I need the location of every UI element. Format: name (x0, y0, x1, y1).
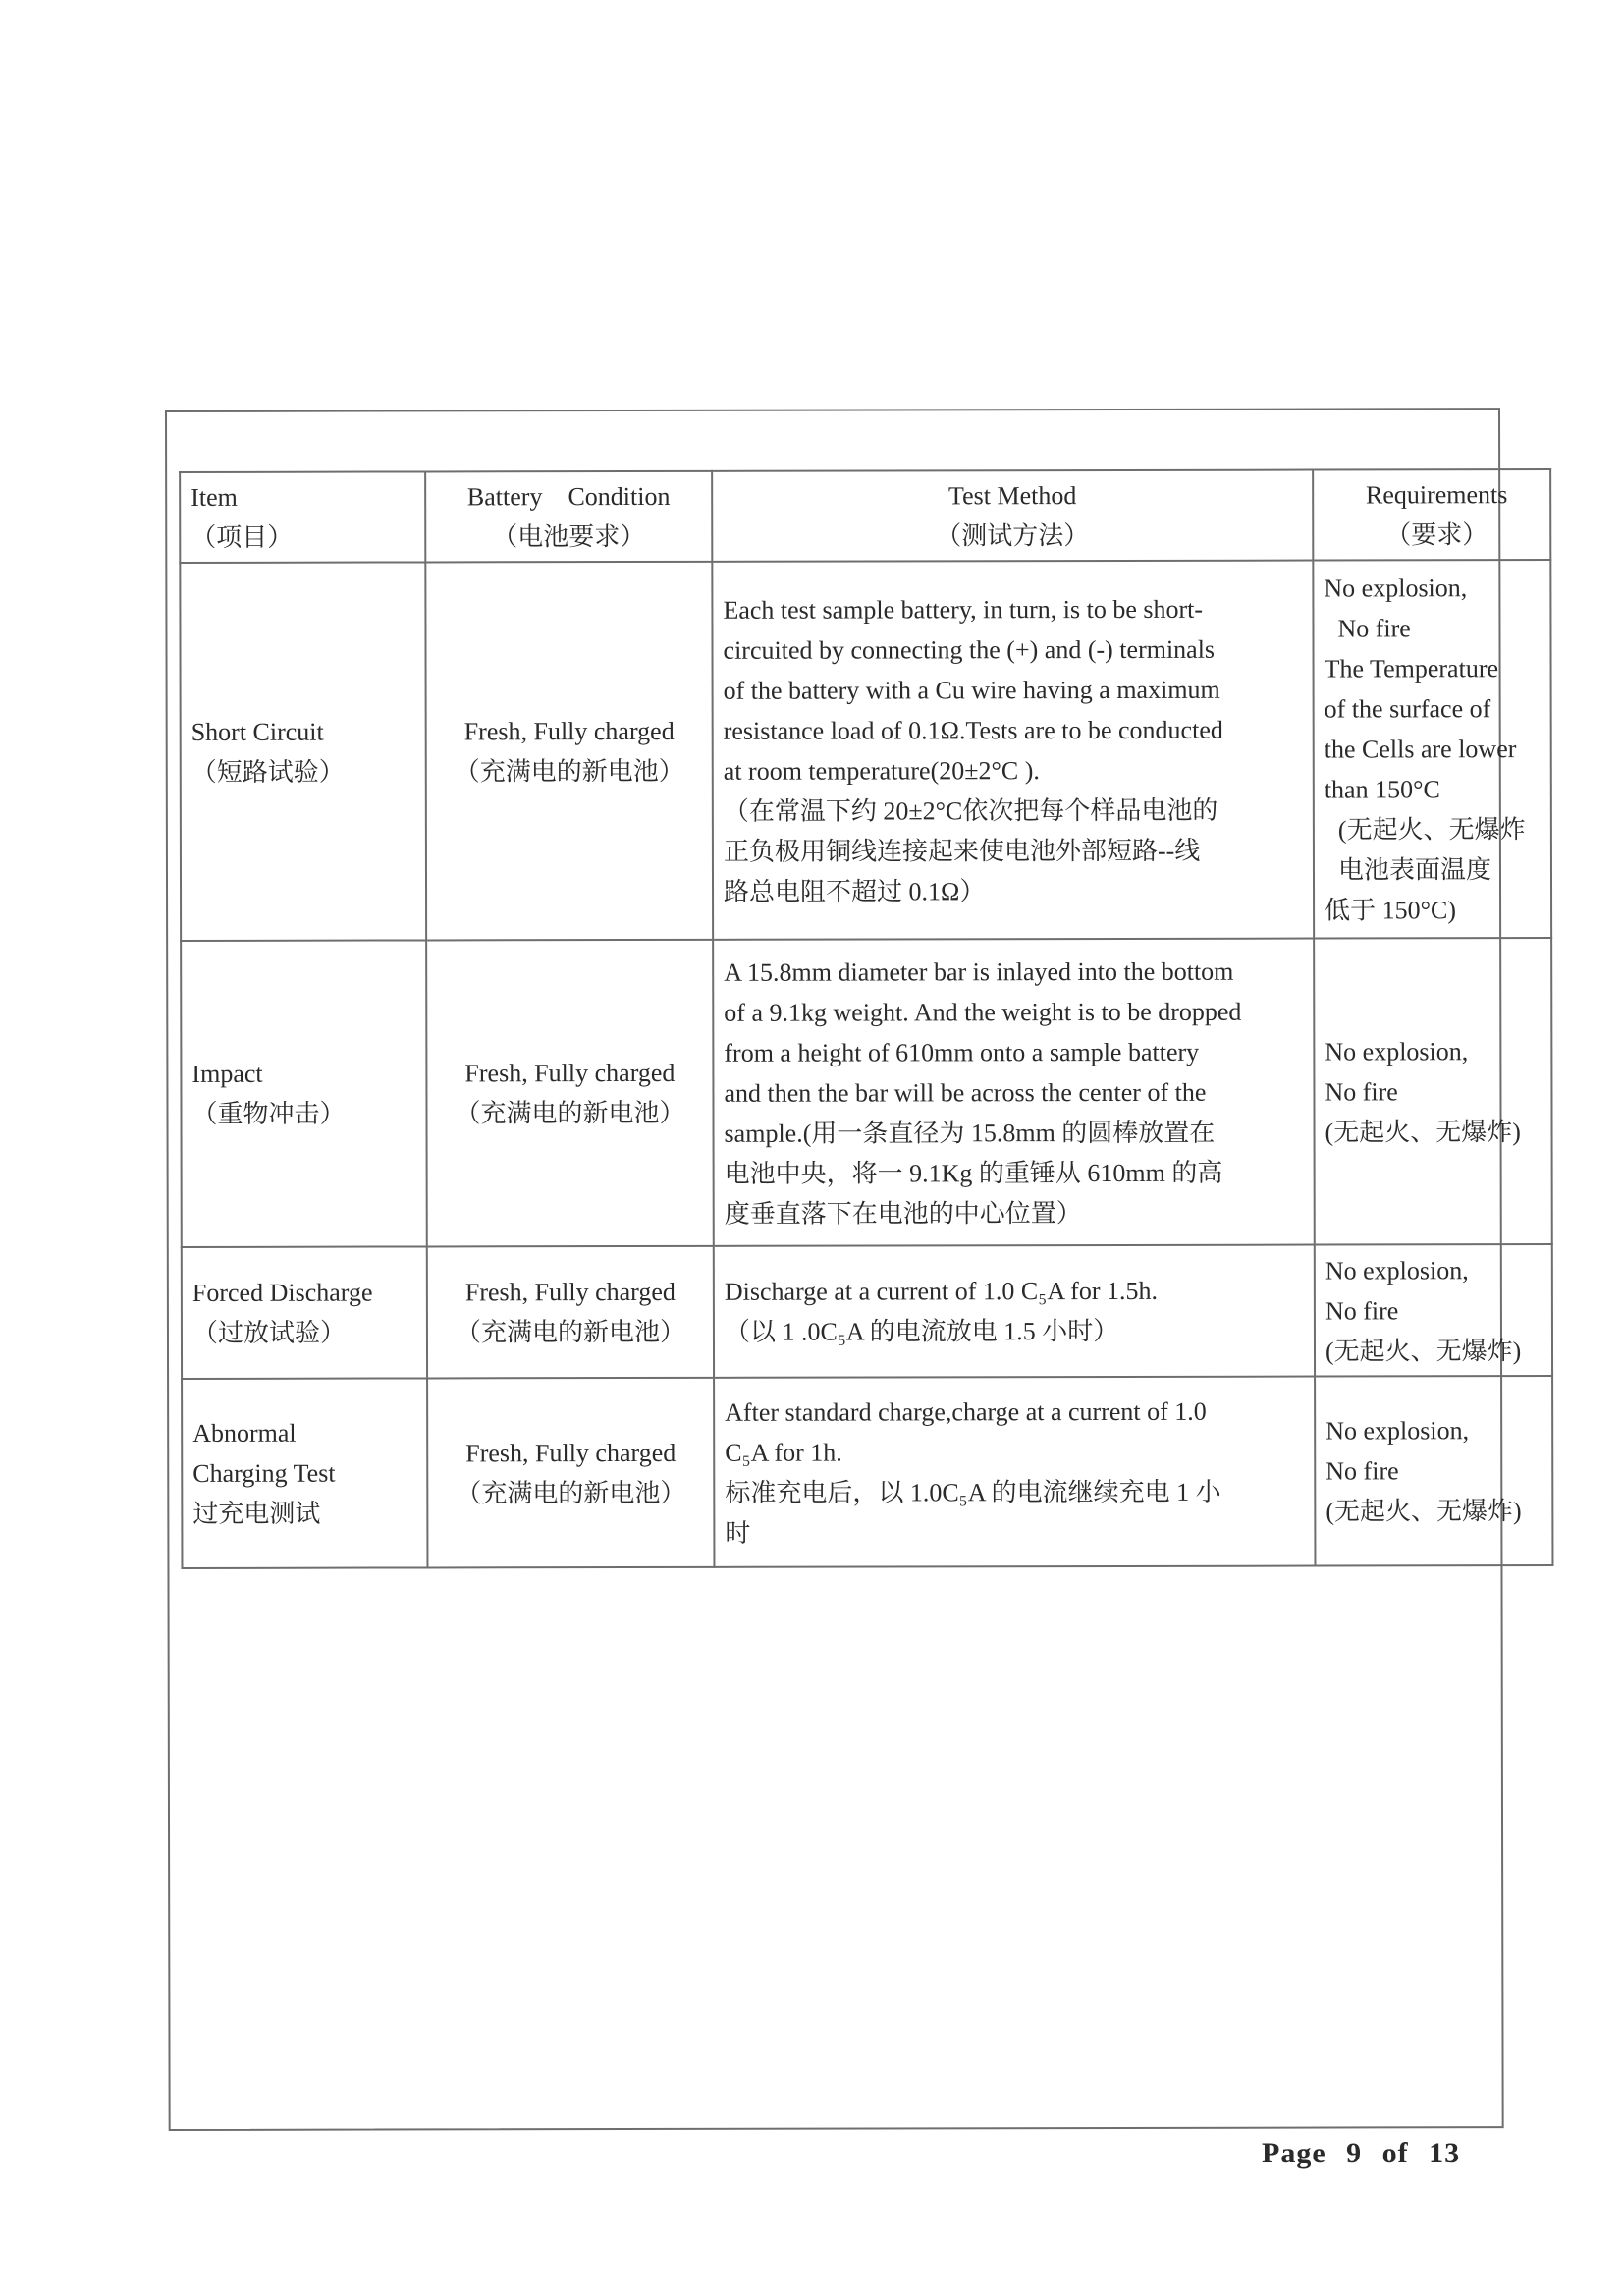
method-line: 正负极用铜线连接起来使电池外部短路--线 (723, 836, 1201, 866)
safety-test-table (179, 468, 1553, 1569)
row-method (713, 939, 1315, 1246)
header-method-en: Test Method (947, 481, 1077, 511)
method-line: of the battery with a Cu wire having a maximum (723, 675, 1220, 705)
method-line: sample.(用一条直径为 15.8mm 的圆棒放置在 (724, 1118, 1216, 1148)
row-requirements (1313, 560, 1551, 939)
header-requirements-zh: （要求） (1385, 520, 1488, 550)
requirement-line: No fire (1325, 1076, 1398, 1107)
row-method (714, 1377, 1315, 1567)
item-zh: （过放试验） (191, 1318, 347, 1347)
page-number: 9 (1346, 2137, 1363, 2169)
page-footer (1262, 2137, 1472, 2170)
method-line: 度垂直落下在电池的中心位置） (724, 1198, 1082, 1229)
method-line: （在常温下约 20±2°C依次把每个样品电池的 (723, 795, 1218, 826)
requirement-line: 电池表面温度 (1337, 855, 1492, 885)
item-zh: （短路试验） (190, 757, 345, 787)
row-requirements (1315, 1376, 1552, 1566)
requirement-line: The Temperature (1324, 654, 1499, 683)
condition-zh: （充满电的新电池） (454, 756, 684, 786)
row-condition (426, 940, 714, 1247)
requirement-line: than 150°C (1324, 775, 1440, 804)
condition-zh: （充满电的新电池） (455, 1317, 685, 1347)
table-frame (165, 408, 1526, 2131)
row-item (182, 1378, 427, 1568)
row-requirements (1314, 938, 1552, 1245)
method-line: Each test sample battery, in turn, is to be short- (723, 594, 1204, 625)
item-en: Short Circuit (190, 717, 324, 746)
row-condition (427, 1378, 714, 1568)
requirement-line: (无起火、无爆炸 (1337, 815, 1526, 845)
requirement-line: No explosion, (1325, 1036, 1469, 1066)
row-method (714, 1245, 1315, 1378)
table-row (181, 938, 1552, 1247)
method-line: and then the bar will be across the center of the (724, 1077, 1207, 1108)
row-condition (425, 562, 713, 941)
condition-en: Fresh, Fully charged (464, 1058, 676, 1088)
item-en: Impact (191, 1059, 263, 1088)
table-row (182, 1244, 1552, 1379)
row-method (712, 561, 1314, 940)
header-condition-en: Battery Condition (466, 481, 671, 512)
table-row (182, 1376, 1552, 1568)
condition-zh: （充满电的新电池） (455, 1098, 685, 1128)
condition-en: Fresh, Fully charged (463, 716, 675, 745)
header-method (712, 470, 1313, 562)
requirement-line: (无起火、无爆炸) (1325, 1497, 1522, 1526)
method-line: of a 9.1kg weight. And the weight is to be dropped (724, 997, 1242, 1027)
method-line: A 15.8mm diameter bar is inlayed into the bottom (724, 957, 1234, 987)
row-item (182, 1246, 427, 1379)
table-header-row (180, 469, 1550, 563)
method-line: at room temperature(20±2°C ). (723, 755, 1040, 786)
requirement-line: 低于 150°C) (1325, 896, 1457, 925)
row-item (180, 562, 426, 941)
row-item (181, 940, 427, 1247)
requirement-line: (无起火、无爆炸) (1325, 1336, 1522, 1366)
page-of-label: of (1381, 2137, 1409, 2169)
requirement-line: No fire (1325, 1295, 1399, 1326)
requirement-line: No explosion, (1324, 574, 1468, 603)
method-line: 标准充电后，以 1.0C₅A 的电流继续充电 1 小 (725, 1477, 1221, 1507)
method-line: from a height of 610mm onto a sample battery (724, 1037, 1200, 1067)
method-line: 电池中央，将一 9.1Kg 的重锤从 610mm 的高 (724, 1158, 1223, 1188)
method-line: Discharge at a current of 1.0 C₅A for 1.5h. (724, 1276, 1158, 1306)
condition-en: Fresh, Fully charged (465, 1438, 676, 1467)
item-en: Forced Discharge (191, 1278, 373, 1307)
method-line: After standard charge,charge at a current of 1.0 (725, 1396, 1207, 1427)
method-line: （以 1 .0C₅A 的电流放电 1.5 小时） (724, 1316, 1119, 1346)
condition-en: Fresh, Fully charged (464, 1277, 676, 1307)
requirement-line: of the surface of (1324, 694, 1491, 724)
item-zh: （重物冲击） (191, 1099, 346, 1128)
header-requirements-en: Requirements (1365, 480, 1508, 510)
header-item-en: Item (190, 482, 238, 512)
requirement-line: No fire (1325, 1456, 1399, 1486)
header-item-zh: （项目） (190, 522, 294, 552)
row-requirements (1315, 1244, 1552, 1377)
method-line: circuited by connecting the (+) and (-) terminals (723, 634, 1216, 665)
header-item (180, 471, 425, 563)
header-condition (425, 471, 712, 563)
row-condition (427, 1246, 714, 1379)
method-line: 路总电阻不超过 0.1Ω） (723, 876, 986, 906)
requirement-line: No explosion, (1325, 1416, 1470, 1446)
page-label: Page (1262, 2137, 1326, 2169)
page-total: 13 (1429, 2137, 1461, 2169)
condition-zh: （充满电的新电池） (456, 1478, 686, 1507)
header-requirements (1313, 469, 1550, 561)
header-condition-zh: （电池要求） (492, 521, 646, 552)
requirement-line: the Cells are lower (1324, 735, 1517, 764)
item-en: Abnormal (192, 1418, 297, 1448)
method-line: 时 (725, 1518, 751, 1548)
method-line: resistance load of 0.1Ω.Tests are to be conducted (723, 715, 1223, 745)
item-en-2: Charging Test (192, 1458, 336, 1488)
item-zh: 过充电测试 (192, 1499, 321, 1528)
requirement-line: No fire (1337, 614, 1411, 643)
method-line: C₅A for 1h. (725, 1438, 842, 1467)
requirement-line: (无起火、无爆炸) (1325, 1117, 1521, 1147)
table-row (180, 560, 1551, 941)
header-method-zh: （测试方法） (936, 521, 1090, 551)
requirement-line: No explosion, (1325, 1255, 1469, 1285)
